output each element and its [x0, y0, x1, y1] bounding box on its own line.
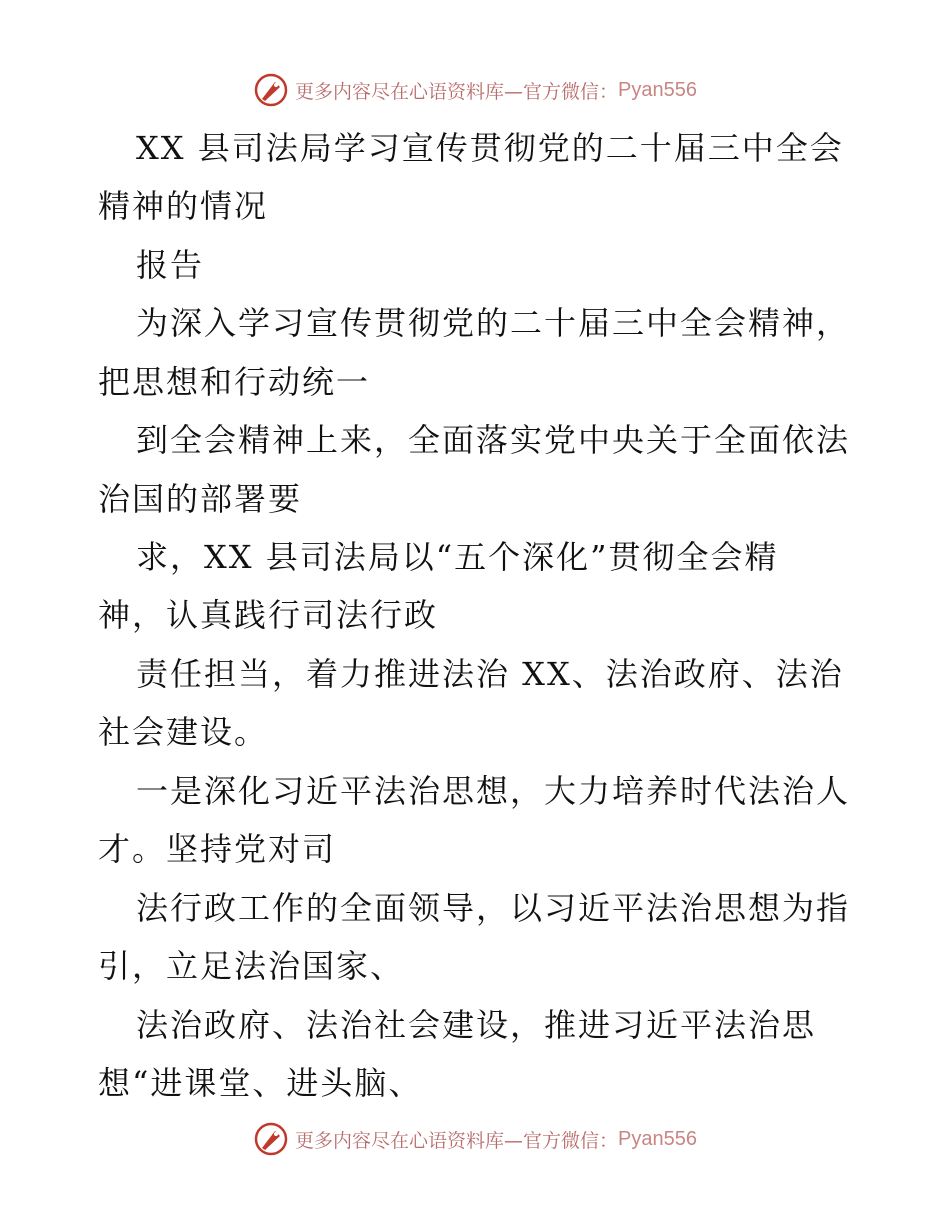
doc-line: 责任担当，着力推进法治 XX、法治政府、法治 [136, 655, 844, 693]
banner-wechat-id: Pyan556 [618, 78, 697, 101]
doc-line: 到全会精神上来，全面落实党中央关于全面依法 [136, 421, 851, 459]
doc-line: 想“进课堂、进头脑、 [98, 1064, 423, 1102]
doc-line: 为深入学习宣传贯彻党的二十届三中全会精神， [136, 304, 851, 342]
doc-line: 社会建设。 [98, 713, 269, 751]
doc-line: 一是深化习近平法治思想，大力培养时代法治人 [136, 772, 851, 810]
doc-line: 精神的情况 [98, 187, 269, 225]
doc-line: 才。坚持党对司 [98, 830, 337, 868]
banner-text: 更多内容尽在心语资料库—官方微信： [295, 80, 619, 103]
footer-banner [0, 1119, 950, 1159]
doc-line: 法治政府、法治社会建设，推进习近平法治思 [136, 1006, 817, 1044]
doc-line: 求，XX 县司法局以“五个深化”贯彻全会精 [136, 538, 779, 576]
doc-line: 报告 [136, 246, 205, 284]
doc-line: 治国的部署要 [98, 480, 303, 518]
pen-nib-logo-icon [253, 1121, 289, 1157]
doc-line: 法行政工作的全面领导，以习近平法治思想为指 [136, 889, 851, 927]
doc-line: XX 县司法局学习宣传贯彻党的二十届三中全会 [136, 129, 844, 167]
pen-nib-logo-icon [253, 72, 289, 108]
header-banner [0, 70, 950, 110]
doc-line: 引，立足法治国家、 [98, 947, 405, 985]
banner-text: 更多内容尽在心语资料库—官方微信： [295, 1129, 619, 1152]
banner-wechat-id: Pyan556 [618, 1127, 697, 1150]
doc-line: 神，认真践行司法行政 [98, 596, 439, 634]
doc-line: 把思想和行动统一 [98, 363, 371, 401]
